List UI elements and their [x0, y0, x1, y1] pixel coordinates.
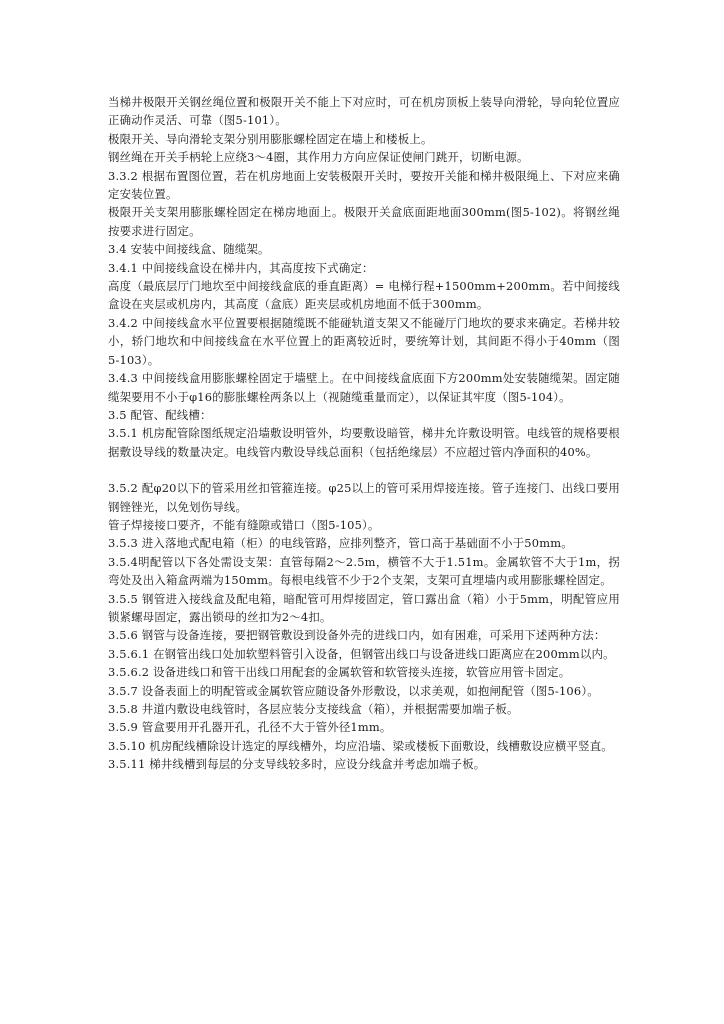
paragraph-3-3-2: 3.3.2 根据布置图位置，若在机房地面上安装极限开关时，要按开关能和梯井极限绳上、下对应来确定安装位置。	[108, 168, 620, 202]
paragraph-3-5-3: 3.5.3 进入落地式配电箱（柜）的电线管路，应排列整齐，管口高于基础面不小于50mm。	[108, 536, 573, 551]
paragraph-limit-switch-rope: 当梯井极限开关钢丝绳位置和极限开关不能上下对应时，可在机房顶板上装导向滑轮，导向轮位置应正确动作灵活、可靠（图5-101）。	[108, 95, 620, 128]
paragraph-3-5-9: 3.5.9 管盒要用开孔器开孔，孔径不大于管外径1mm。	[108, 720, 392, 735]
paragraph-3-4-1: 3.4.1 中间接线盒设在梯井内，其高度按下式确定：	[108, 260, 374, 275]
paragraph-rope-winding: 钢丝绳在开关手柄轮上应绕3～4圈，其作用力方向应保证使闸门跳开，切断电源。	[108, 150, 529, 165]
paragraph-3-4: 3.4 安装中间接线盒、随缆架。	[108, 242, 270, 257]
paragraph-3-5-6: 3.5.6 钢管与设备连接，要把钢管敷设到设备外壳的进线口内，如有困难，可采用下述两种方法：	[108, 628, 606, 643]
paragraph-pipe-welding: 管子焊接接口要齐，不能有缝隙或错口（图5-105）。	[108, 517, 380, 532]
paragraph-spacer	[108, 461, 620, 479]
paragraph-3-4-3: 3.4.3 中间接线盒用膨胀螺栓固定于墙壁上。在中间接线盒底面下方200mm处安装随缆架。固定随缆架要用不小于φ16的膨胀螺栓两条以上（视随缆重量而定），以保证其牢度（图5-104）。	[108, 371, 620, 404]
paragraph-3-5-7: 3.5.7 设备表面上的明配管或金属软管应随设备外形敷设，以求美观，如抱闸配管（图5-106）。	[108, 683, 599, 698]
document-page	[108, 93, 620, 774]
paragraph-3-5-6-2: 3.5.6.2 设备进线口和管干出线口用配套的金属软管和软管接头连接，软管应用管卡固定。	[108, 665, 571, 680]
paragraph-3-5: 3.5 配管、配线槽：	[108, 407, 212, 422]
paragraph-bracket-fixing: 极限开关、导向滑轮支架分别用膨胀螺栓固定在墙上和楼板上。	[108, 131, 433, 146]
paragraph-3-4-2: 3.4.2 中间接线盒水平位置要根据随缆既不能碰轨道支架又不能碰厅门地坎的要求来确定。若梯井较小，轿门地坎和中间接线盒在水平位置上的距离较近时，要统筹计划，其间距不得小于40mm（图5-103）。	[108, 315, 620, 367]
paragraph-3-5-6-1: 3.5.6.1 在钢管出线口处加软塑料管引入设备，但钢管出线口与设备进线口距离应在200mm以内。	[108, 646, 615, 661]
paragraph-3-5-8: 3.5.8 井道内敷设电线管时，各层应装分支接线盒（箱），并根据需要加端子板。	[108, 702, 519, 716]
paragraph-3-5-5: 3.5.5 钢管进入接线盒及配电箱，暗配管可用焊接固定，管口露出盒（箱）小于5mm，明配管应用锁紧螺母固定，露出锁母的丝扣为2～4扣。	[108, 591, 620, 624]
paragraph-3-5-4: 3.5.4明配管以下各处需设支架：直管每隔2～2.5m，横管不大于1.51m。金属软管不大于1m，拐弯处及出入箱盒两端为150mm。每根电线管不少于2个支架，支架可直埋墙内或用膨胀螺栓固定。	[108, 554, 620, 588]
paragraph-3-5-1: 3.5.1 机房配管除图纸规定沿墙敷设明管外，均要敷设暗管，梯井允许敷设明管。电线管的规格要根据敷设导线的数量决定。电线管内敷设导线总面积（包括绝缘层）不应超过管内净面积的40%。	[108, 426, 620, 459]
paragraph-3-5-11: 3.5.11 梯井线槽到每层的分支导线较多时，应设分线盒并考虑加端子板。	[108, 757, 486, 772]
paragraph-3-5-2: 3.5.2 配φ20以下的管采用丝扣管箍连接。φ25以上的管可采用焊接连接。管子连接门、出线口要用钢锉锉光，以免划伤导线。	[108, 481, 620, 514]
paragraph-height-formula: 高度（最底层厅门地坎至中间接线盒底的垂直距离）= 电梯行程+1500mm+200mm。若中间接线盒设在夹层或机房内，其高度（盒底）距夹层或机房地面不低于300mm。	[108, 279, 620, 312]
paragraph-3-5-10: 3.5.10 机房配线槽除设计选定的厚线槽外，均应沿墙、梁或楼板下面敷设，线槽敷设应横平竖直。	[108, 738, 613, 753]
paragraph-switch-bracket: 极限开关支架用膨胀螺栓固定在梯房地面上。极限开关盒底面距地面300mm(图5-102)。将钢丝绳按要求进行固定。	[108, 205, 620, 238]
